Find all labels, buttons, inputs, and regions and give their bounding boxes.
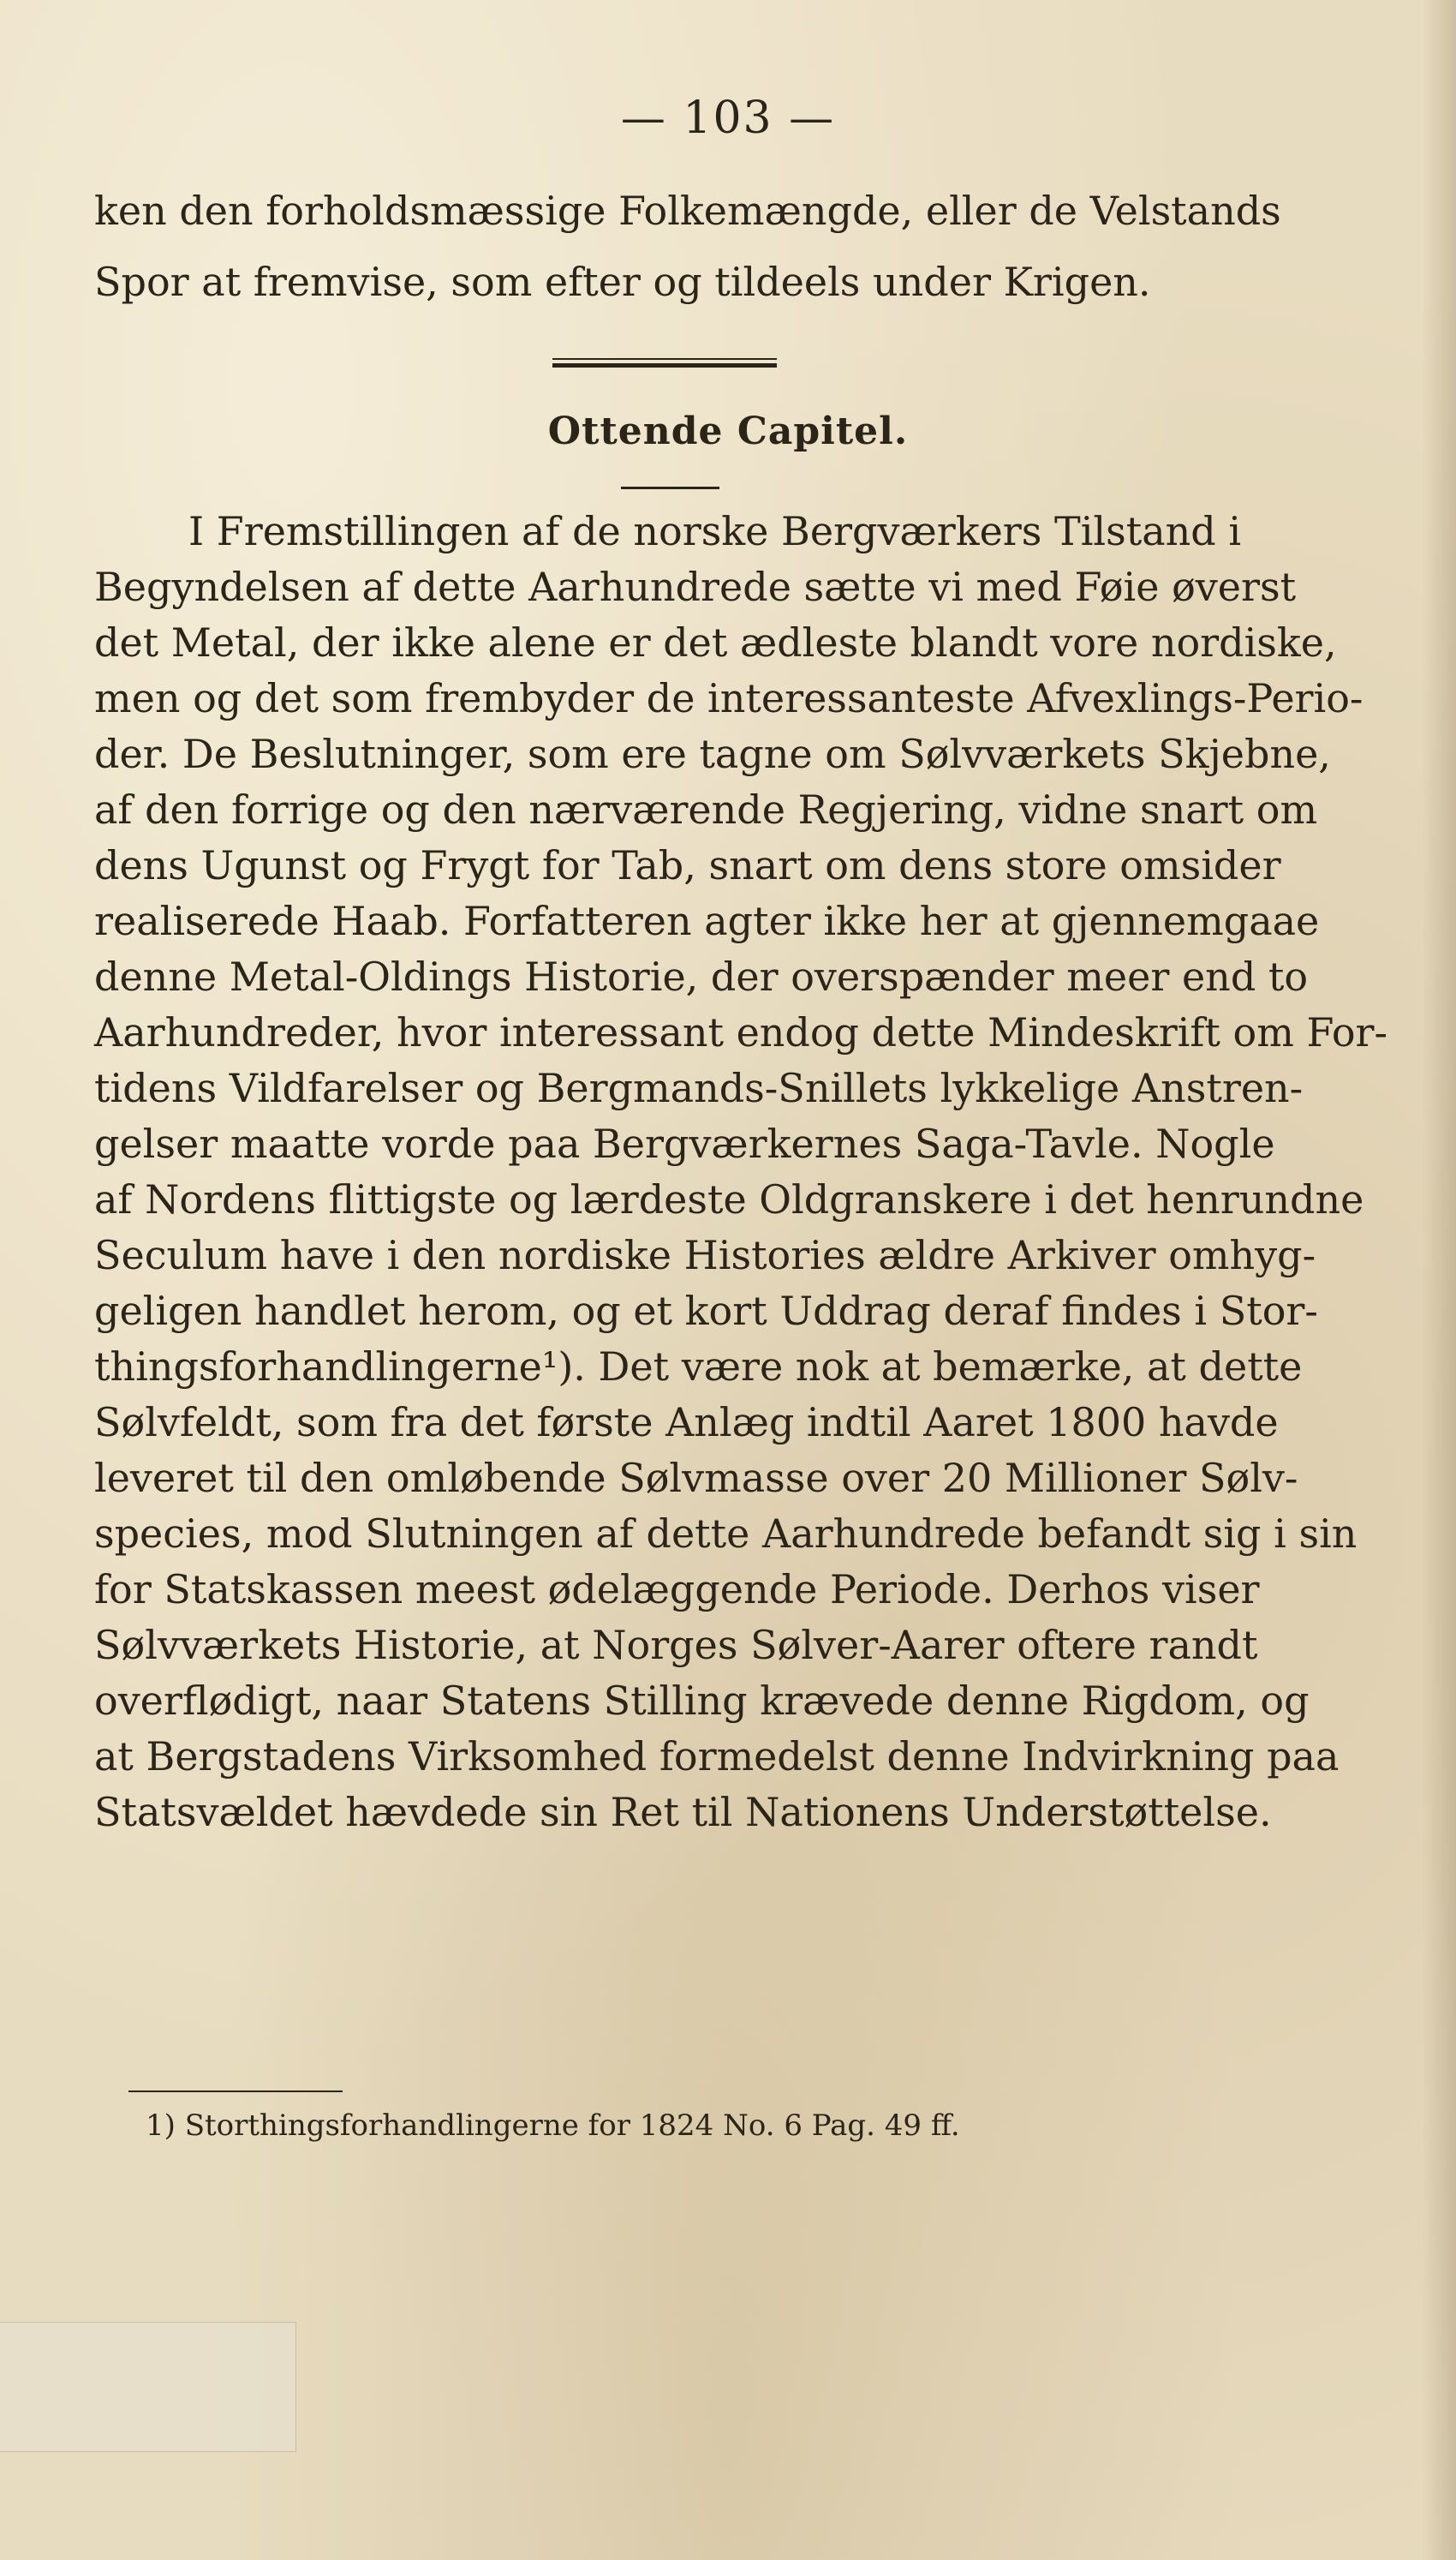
text-line: Aarhundreder, hvor interessant endog dette Mindeskrift om For- [94,1009,1388,1056]
text-line: af den forrige og den nærværende Regjering, vidne snart om [94,787,1318,833]
text-line: Spor at fremvise, som efter og tildeels under Krigen. [94,259,1151,305]
text-line: dens Ugunst og Frygt for Tab, snart om dens store omsider [94,842,1281,888]
text-line: for Statskassen meest ødelæggende Periode. Derhos viser [94,1566,1260,1612]
text-line: gelser maatte vorde paa Bergværkernes Saga-Tavle. Nogle [94,1121,1275,1167]
text-line: at Bergstadens Virksomhed formedelst denne Indvirkning paa [94,1733,1340,1779]
text-line: overflødigt, naar Statens Stilling krævede denne Rigdom, og [94,1678,1310,1724]
text-line: Sølvværkets Historie, at Norges Sølver-Aarer oftere randt [94,1622,1258,1668]
text-line: geligen handlet herom, og et kort Uddrag deraf findes i Stor- [94,1288,1318,1334]
page-edge-shadow [1422,0,1456,2560]
text-line: af Nordens flittigste og lærdeste Oldgranskere i det henrundne [94,1176,1364,1223]
text-line: species, mod Slutningen af dette Aarhundrede befandt sig i sin [94,1510,1358,1557]
main-paragraph [94,504,1388,1840]
text-line: denne Metal-Oldings Historie, der overspænder meer end to [94,954,1309,1000]
text-line: Begyndelsen af dette Aarhundrede sætte vi med Føie øverst [94,564,1297,610]
chapter-heading: Ottende Capitel. [547,410,909,453]
carry-over-paragraph [94,176,1281,318]
paper-label [0,2322,296,2452]
section-divider [552,358,777,368]
text-line: realiserede Haab. Forfatteren agter ikke her at gjennemgaae [94,898,1320,944]
footnote-divider [128,2090,343,2092]
page-number: — 103 — [620,93,836,144]
text-line: I Fremstillingen af de norske Bergværkers Tilstand i [188,508,1242,554]
footnote: 1) Storthingsforhandlingerne for 1824 No. 6 Pag. 49 ff. [146,2108,960,2143]
heading-underline [621,487,719,489]
text-line: ken den forholdsmæssige Folkemængde, eller de Velstands [94,188,1281,234]
text-line: thingsforhandlingerne¹). Det være nok at bemærke, at dette [94,1343,1303,1390]
text-line: det Metal, der ikke alene er det ædleste blandt vore nordiske, [94,619,1337,666]
text-line: Sølvfeldt, som fra det første Anlæg indtil Aaret 1800 havde [94,1399,1279,1445]
text-line: Statsvældet hævdede sin Ret til Nationens Understøttelse. [94,1789,1272,1835]
text-line: der. De Beslutninger, som ere tagne om Sølvværkets Skjebne, [94,731,1331,777]
text-line: Seculum have i den nordiske Histories ældre Arkiver omhyg- [94,1232,1316,1278]
text-line: tidens Vildfarelser og Bergmands-Snillets lykkelige Anstren- [94,1065,1304,1111]
text-line: leveret til den omløbende Sølvmasse over 20 Millioner Sølv- [94,1455,1298,1501]
text-line: men og det som frembyder de interessanteste Afvexlings-Perio- [94,675,1364,721]
